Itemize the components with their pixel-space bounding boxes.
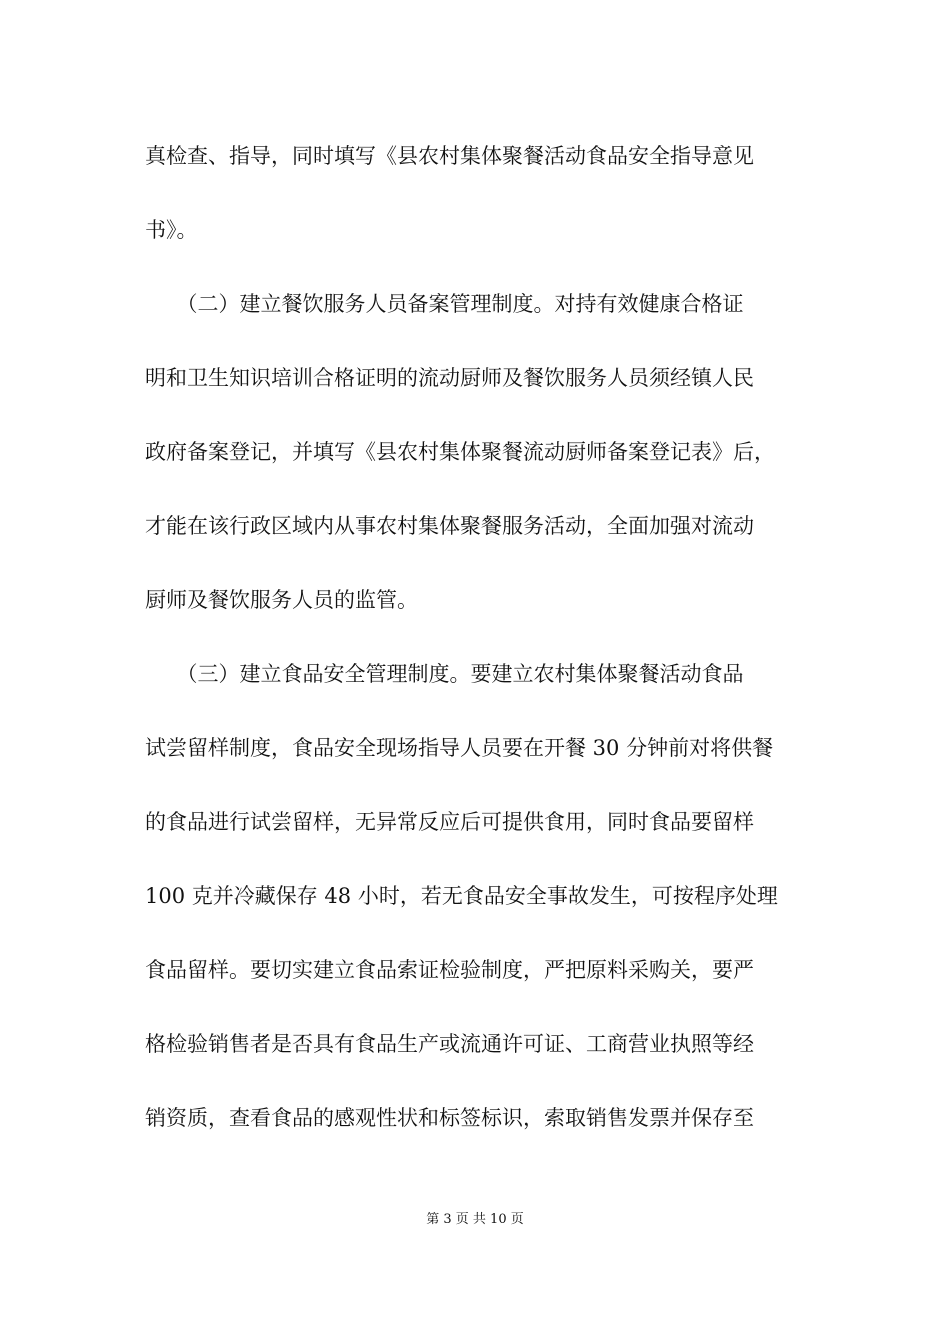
page-number-footer: 第 3 页 共 10 页	[426, 1212, 524, 1227]
text-line: 100 克并冷藏保存 48 小时，若无食品安全事故发生，可按程序处理	[145, 884, 778, 908]
text-line: 政府备案登记，并填写《县农村集体聚餐流动厨师备案登记表》后，	[145, 440, 775, 464]
text-line: 才能在该行政区域内从事农村集体聚餐服务活动，全面加强对流动	[145, 514, 754, 538]
text-line: 的食品进行试尝留样，无异常反应后可提供食用，同时食品要留样	[145, 810, 754, 834]
text-line: 明和卫生知识培训合格证明的流动厨师及餐饮服务人员须经镇人民	[145, 366, 754, 390]
text-line: 真检查、指导，同时填写《县农村集体聚餐活动食品安全指导意见	[145, 144, 754, 168]
text-line: 试尝留样制度，食品安全现场指导人员要在开餐 30 分钟前对将供餐	[145, 736, 774, 760]
text-line: 书》。	[145, 218, 198, 242]
text-line: 销资质，查看食品的感观性状和标签标识，索取销售发票并保存至	[145, 1106, 754, 1130]
body-text	[145, 133, 825, 1169]
text-line: （三）建立食品安全管理制度。要建立农村集体聚餐活动食品	[145, 662, 744, 686]
text-line: 食品留样。要切实建立食品索证检验制度，严把原料采购关，要严	[145, 958, 754, 982]
text-line: 格检验销售者是否具有食品生产或流通许可证、工商营业执照等经	[145, 1032, 754, 1056]
text-line: 厨师及餐饮服务人员的监管。	[145, 588, 418, 612]
text-line: （二）建立餐饮服务人员备案管理制度。对持有效健康合格证	[145, 292, 744, 316]
